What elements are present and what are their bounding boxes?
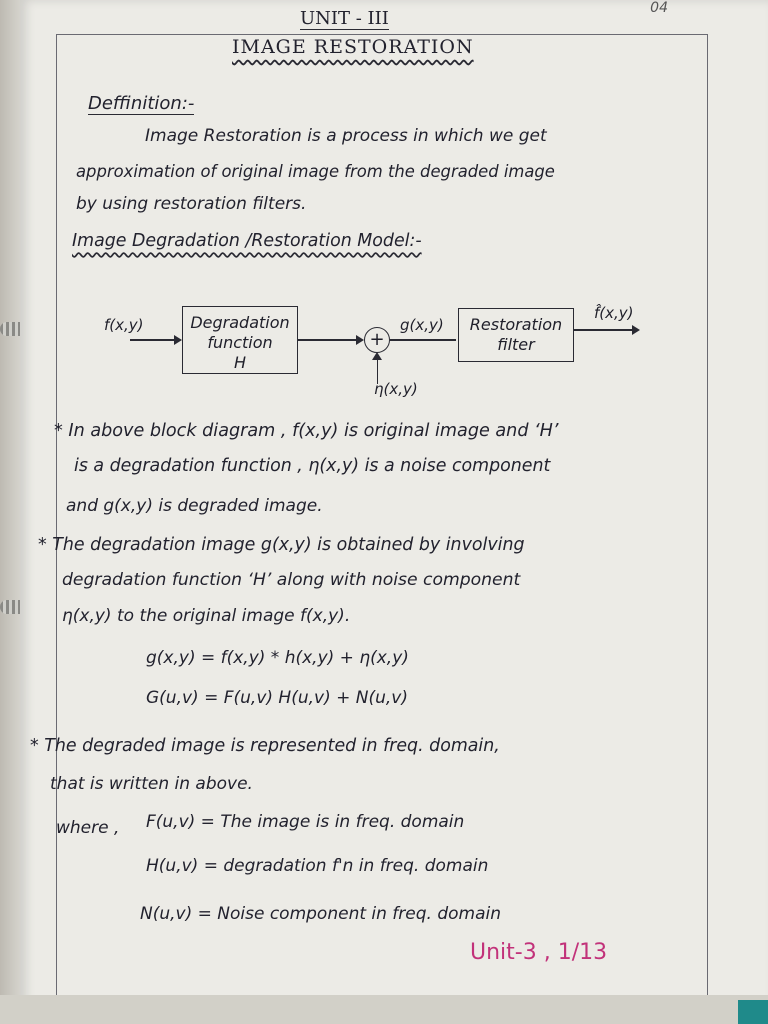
degradation-block-diagram bbox=[100, 296, 660, 406]
notebook-fold bbox=[0, 0, 20, 1024]
definition-line: approximation of original image from the degraded image bbox=[76, 162, 555, 181]
freq-note-line: * The degraded image is represented in freq. domain, bbox=[30, 736, 500, 756]
output-arrow-line bbox=[574, 329, 634, 331]
corner-page-number: 04 bbox=[650, 0, 668, 16]
noise-arrow-head bbox=[372, 352, 382, 360]
next-page-edge bbox=[0, 995, 768, 1024]
h-to-sum-line bbox=[298, 339, 358, 341]
where-prefix: where , bbox=[56, 818, 120, 838]
degradation-box-line: function bbox=[207, 333, 273, 352]
sum-arrow-head bbox=[356, 335, 364, 345]
definition-heading: Deffinition:- bbox=[88, 93, 195, 114]
unit-heading: UNIT - III bbox=[300, 8, 389, 29]
bullet-line: η(x,y) to the original image f(x,y). bbox=[62, 606, 351, 626]
definition-line: Image Restoration is a process in which we get bbox=[145, 126, 547, 146]
degraded-signal-label: g(x,y) bbox=[400, 316, 444, 334]
corner-tab bbox=[738, 1000, 768, 1024]
where-item: F(u,v) = The image is in freq. domain bbox=[146, 812, 465, 832]
restoration-box-line: filter bbox=[497, 335, 535, 354]
input-arrow-head bbox=[174, 335, 182, 345]
degradation-function-box bbox=[182, 306, 298, 374]
input-arrow-line bbox=[130, 339, 176, 341]
input-signal-label: f(x,y) bbox=[104, 316, 144, 334]
bullet-line: and g(x,y) is degraded image. bbox=[66, 496, 323, 516]
unit-margin-note: Unit-3 , 1/13 bbox=[470, 940, 608, 965]
output-arrow-head bbox=[632, 325, 640, 335]
noise-label: η(x,y) bbox=[374, 380, 418, 398]
degradation-box-line: H bbox=[233, 353, 247, 372]
equation-frequency: G(u,v) = F(u,v) H(u,v) + N(u,v) bbox=[146, 688, 408, 708]
definition-line: by using restoration filters. bbox=[76, 194, 307, 214]
where-item: N(u,v) = Noise component in freq. domain bbox=[140, 904, 502, 924]
bullet-line: * The degradation image g(x,y) is obtained by involving bbox=[38, 535, 525, 555]
restoration-filter-box bbox=[458, 308, 574, 362]
sum-node: + bbox=[364, 327, 390, 353]
bullet-line: is a degradation function , η(x,y) is a noise component bbox=[74, 456, 551, 476]
bullet-line: degradation function ‘H’ along with noise component bbox=[62, 570, 521, 590]
sum-to-filter-line bbox=[390, 339, 456, 341]
output-signal-label: f̂(x,y) bbox=[594, 304, 634, 322]
bullet-line: * In above block diagram , f(x,y) is original image and ‘H’ bbox=[54, 421, 559, 441]
equation-spatial: g(x,y) = f(x,y) * h(x,y) + η(x,y) bbox=[146, 648, 409, 668]
model-heading: Image Degradation /Restoration Model:- bbox=[72, 231, 422, 251]
where-item: H(u,v) = degradation f'n in freq. domain bbox=[146, 856, 489, 876]
page-title: IMAGE RESTORATION bbox=[232, 36, 474, 58]
degradation-box-line: Degradation bbox=[190, 313, 290, 332]
restoration-box-line: Restoration bbox=[469, 315, 563, 334]
freq-note-line: that is written in above. bbox=[50, 774, 253, 794]
